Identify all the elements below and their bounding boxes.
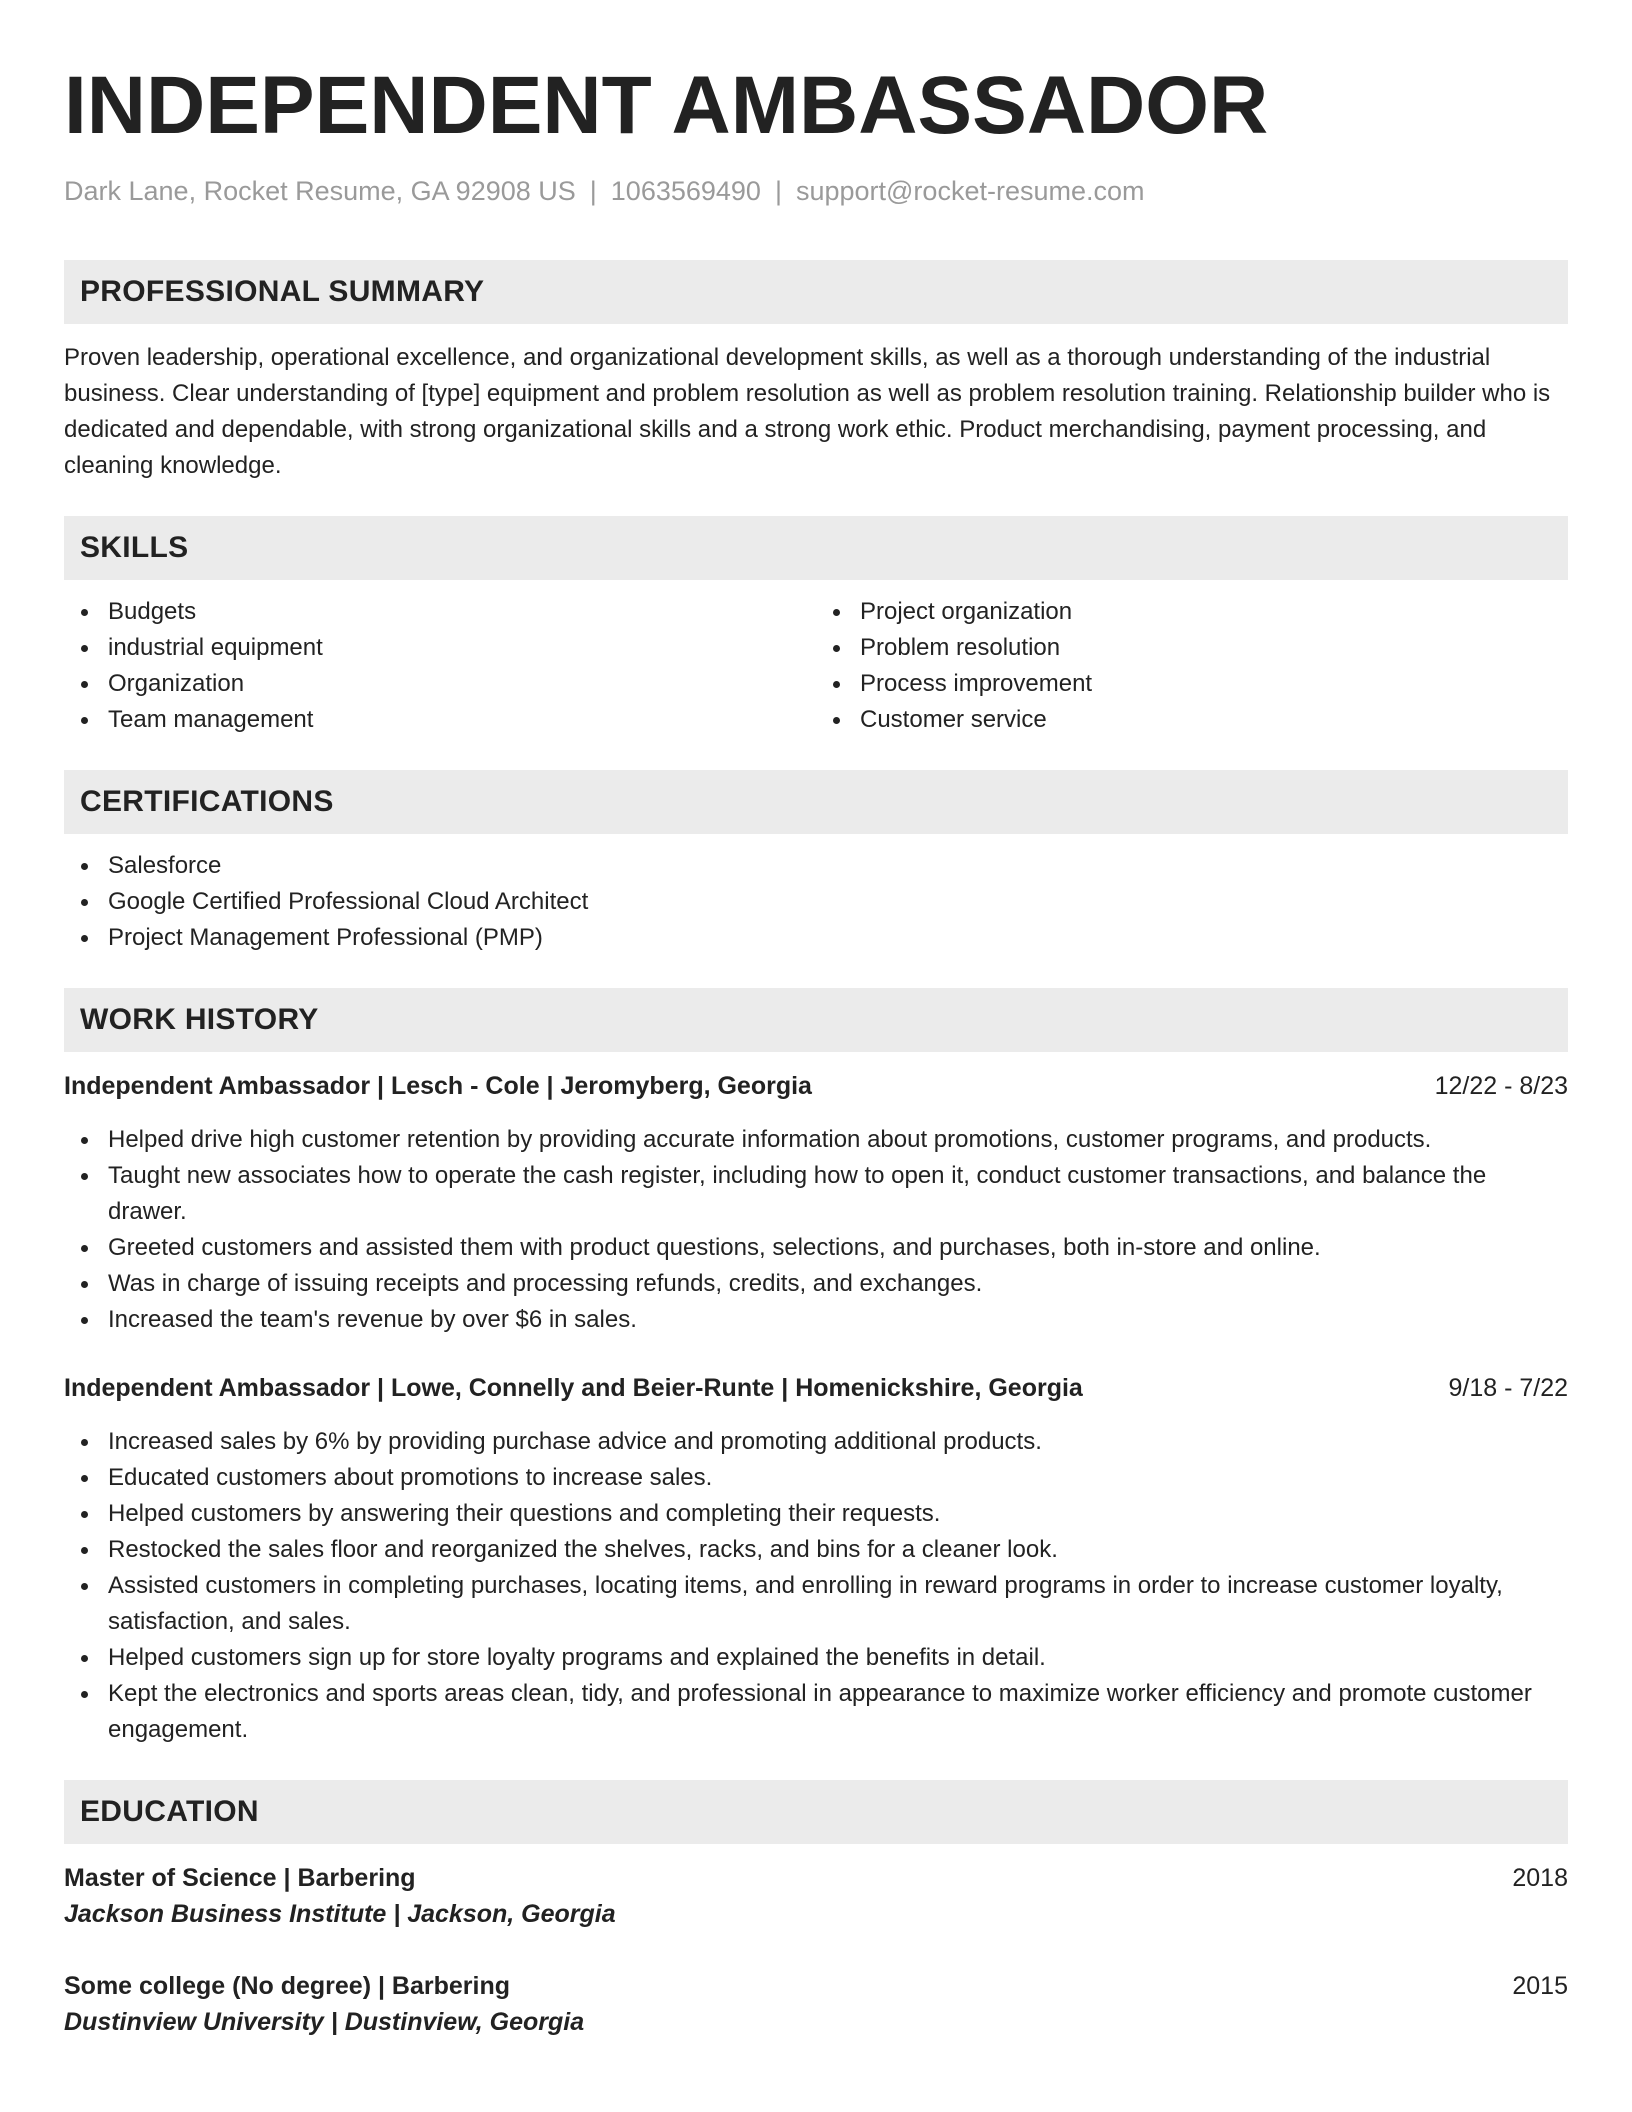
certifications-list (64, 848, 1568, 956)
job-bullet: Increased the team's revenue by over $6 in sales. (64, 1302, 1568, 1338)
contact-email[interactable]: support@rocket-resume.com (795, 176, 1145, 206)
contact-separator: | (589, 176, 597, 206)
skills-grid (64, 594, 1568, 738)
job-bullet: Helped customers sign up for store loyalty programs and explained the benefits in detail. (64, 1640, 1568, 1676)
skills-column-left (64, 594, 816, 738)
job-title: Independent Ambassador | Lowe, Connelly and Beier-Runte | Homenickshire, Georgia (64, 1374, 1083, 1402)
certification-item: Salesforce (64, 848, 1568, 884)
skill-item: Customer service (816, 702, 1568, 738)
job-bullet: Increased sales by 6% by providing purchase advice and promoting additional products. (64, 1424, 1568, 1460)
resume-name: INDEPENDENT AMBASSADOR (64, 60, 1269, 151)
skills-column-right (816, 594, 1568, 738)
education-heading: EDUCATION (64, 1780, 1568, 1844)
job-title: Independent Ambassador | Lesch - Cole | Jeromyberg, Georgia (64, 1072, 812, 1100)
work-history-heading: WORK HISTORY (64, 988, 1568, 1052)
job-header (64, 1068, 1568, 1104)
job-bullet: Helped drive high customer retention by providing accurate information about promotions, customer programs, and products. (64, 1122, 1568, 1158)
job-bullet: Restocked the sales floor and reorganized the shelves, racks, and bins for a cleaner look. (64, 1532, 1568, 1568)
job-bullet: Educated customers about promotions to increase sales. (64, 1460, 1568, 1496)
job-bullet: Greeted customers and assisted them with product questions, selections, and purchases, both in-store and online. (64, 1230, 1568, 1266)
job-dates: 9/18 - 7/22 (1448, 1374, 1568, 1402)
contact-phone: 1063569490 (610, 176, 761, 206)
education-year: 2018 (1512, 1864, 1568, 1892)
skill-item: Project organization (816, 594, 1568, 630)
education-header (64, 1968, 1568, 2004)
education-school: Jackson Business Institute | Jackson, Georgia (64, 1900, 616, 1928)
skill-item: Team management (64, 702, 816, 738)
skill-item: industrial equipment (64, 630, 816, 666)
summary-heading: PROFESSIONAL SUMMARY (64, 260, 1568, 324)
certification-item: Google Certified Professional Cloud Architect (64, 884, 1568, 920)
education-header (64, 1860, 1568, 1896)
job-entry (64, 1068, 1568, 1338)
skill-item: Process improvement (816, 666, 1568, 702)
education-degree: Master of Science | Barbering (64, 1864, 416, 1892)
job-bullets (64, 1424, 1568, 1748)
skills-heading: SKILLS (64, 516, 1568, 580)
education-entry (64, 1968, 1568, 2040)
skill-item: Organization (64, 666, 816, 702)
job-dates: 12/22 - 8/23 (1434, 1072, 1568, 1100)
contact-line (64, 174, 1568, 208)
job-bullet: Kept the electronics and sports areas clean, tidy, and professional in appearance to maximize worker efficiency and promote customer engagement. (64, 1676, 1568, 1748)
job-bullet: Helped customers by answering their questions and completing their requests. (64, 1496, 1568, 1532)
job-header (64, 1370, 1568, 1406)
skill-item: Problem resolution (816, 630, 1568, 666)
job-bullet: Assisted customers in completing purchases, locating items, and enrolling in reward programs in order to increase customer loyalty, satisfaction, and sales. (64, 1568, 1568, 1640)
job-bullet: Was in charge of issuing receipts and processing refunds, credits, and exchanges. (64, 1266, 1568, 1302)
job-bullets (64, 1122, 1568, 1338)
education-year: 2015 (1512, 1972, 1568, 2000)
contact-address: Dark Lane, Rocket Resume, GA 92908 US (64, 176, 576, 206)
education-degree: Some college (No degree) | Barbering (64, 1972, 510, 2000)
summary-text: Proven leadership, operational excellence, and organizational development skills, as well as a thorough understanding of the industrial business. Clear understanding of [type] equipment and problem resolution as well as problem resolution training. Relationship builder who is dedicated and dependable, with strong organizational skills and a strong work ethic. Product merchandising, payment processing, and cleaning knowledge. (64, 344, 1551, 479)
education-entry (64, 1860, 1568, 1932)
job-bullet: Taught new associates how to operate the cash register, including how to open it, conduct customer transactions, and balance the drawer. (64, 1158, 1568, 1230)
job-entry (64, 1370, 1568, 1748)
contact-separator: | (774, 176, 782, 206)
education-school: Dustinview University | Dustinview, Georgia (64, 2008, 585, 2036)
certifications-heading: CERTIFICATIONS (64, 770, 1568, 834)
certification-item: Project Management Professional (PMP) (64, 920, 1568, 956)
skill-item: Budgets (64, 594, 816, 630)
